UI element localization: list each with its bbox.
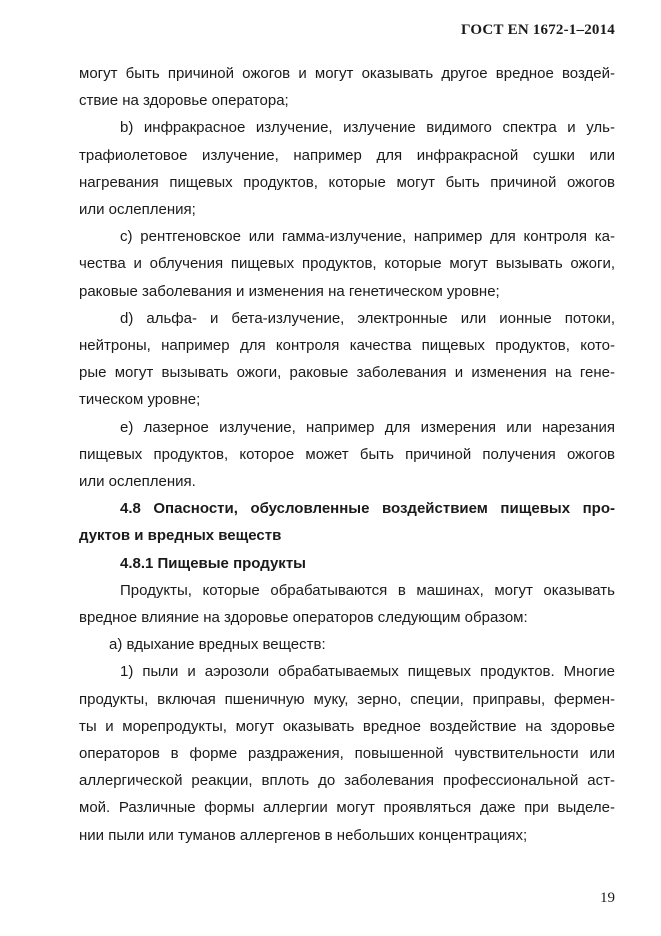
text-line: чества и облучения пищевых продуктов, которые могут вызывать ожоги, <box>79 255 615 273</box>
text-line: нии пыли или туманов аллергенов в небольших концентрациях; <box>79 826 528 844</box>
text-line: нейтроны, например для контроля качества пищевых продуктов, кото- <box>79 337 615 355</box>
section-heading-4-8: 4.8 Опасности, обусловленные воздействием пищевых про- <box>120 500 615 518</box>
text-line: ствие на здоровье оператора; <box>79 92 289 110</box>
standard-header: ГОСТ EN 1672-1–2014 <box>461 22 615 38</box>
text-line: рые могут вызывать ожоги, раковые заболевания и изменения на гене- <box>79 364 615 382</box>
list-item-e: e) лазерное излучение, например для измерения или нарезания <box>120 418 615 436</box>
subsection-heading-4-8-1: 4.8.1 Пищевые продукты <box>120 554 306 572</box>
list-item-1: 1) пыли и аэрозоли обрабатываемых пищевых продуктов. Многие <box>120 663 615 681</box>
text-line: операторов в форме раздражения, повышенной чувствительности или <box>79 745 615 763</box>
body-text <box>79 60 615 849</box>
list-item-a: a) вдыхание вредных веществ: <box>109 636 326 654</box>
text-line: вредное влияние на здоровье операторов следующим образом: <box>79 609 528 627</box>
text-line: могут быть причиной ожогов и могут оказывать другое вредное воздей- <box>79 65 615 82</box>
list-item-d: d) альфа- и бета-излучение, электронные или ионные потоки, <box>120 309 615 327</box>
text-line: аллергической реакции, вплоть до заболевания профессиональной аст- <box>79 772 615 790</box>
text-line: пищевых продуктов, которое может быть причиной получения ожогов <box>79 445 615 463</box>
text-line: продукты, включая пшеничную муку, зерно, специи, приправы, фермен- <box>79 690 615 708</box>
text-line: нагревания пищевых продуктов, которые могут быть причиной ожогов <box>79 173 615 191</box>
text-line: раковые заболевания и изменения на генетическом уровне; <box>79 282 500 300</box>
text-line: трафиолетовое излучение, например для инфракрасной сушки или <box>79 146 615 164</box>
text-line: мой. Различные формы аллергии могут проявляться даже при выделе- <box>79 799 615 817</box>
paragraph-start: Продукты, которые обрабатываются в машинах, могут оказывать <box>120 581 615 599</box>
list-item-c: c) рентгеновское или гамма-излучение, например для контроля ка- <box>120 228 615 246</box>
text-line: или ослепления; <box>79 201 196 219</box>
text-line: тическом уровне; <box>79 391 201 409</box>
list-item-b: b) инфракрасное излучение, излучение видимого спектра и уль- <box>120 119 615 137</box>
section-heading-4-8-cont: дуктов и вредных веществ <box>79 527 282 545</box>
text-line: или ослепления. <box>79 473 196 491</box>
page-number: 19 <box>600 890 615 906</box>
text-line: ты и морепродукты, могут оказывать вредное воздействие на здоровье <box>79 717 615 735</box>
